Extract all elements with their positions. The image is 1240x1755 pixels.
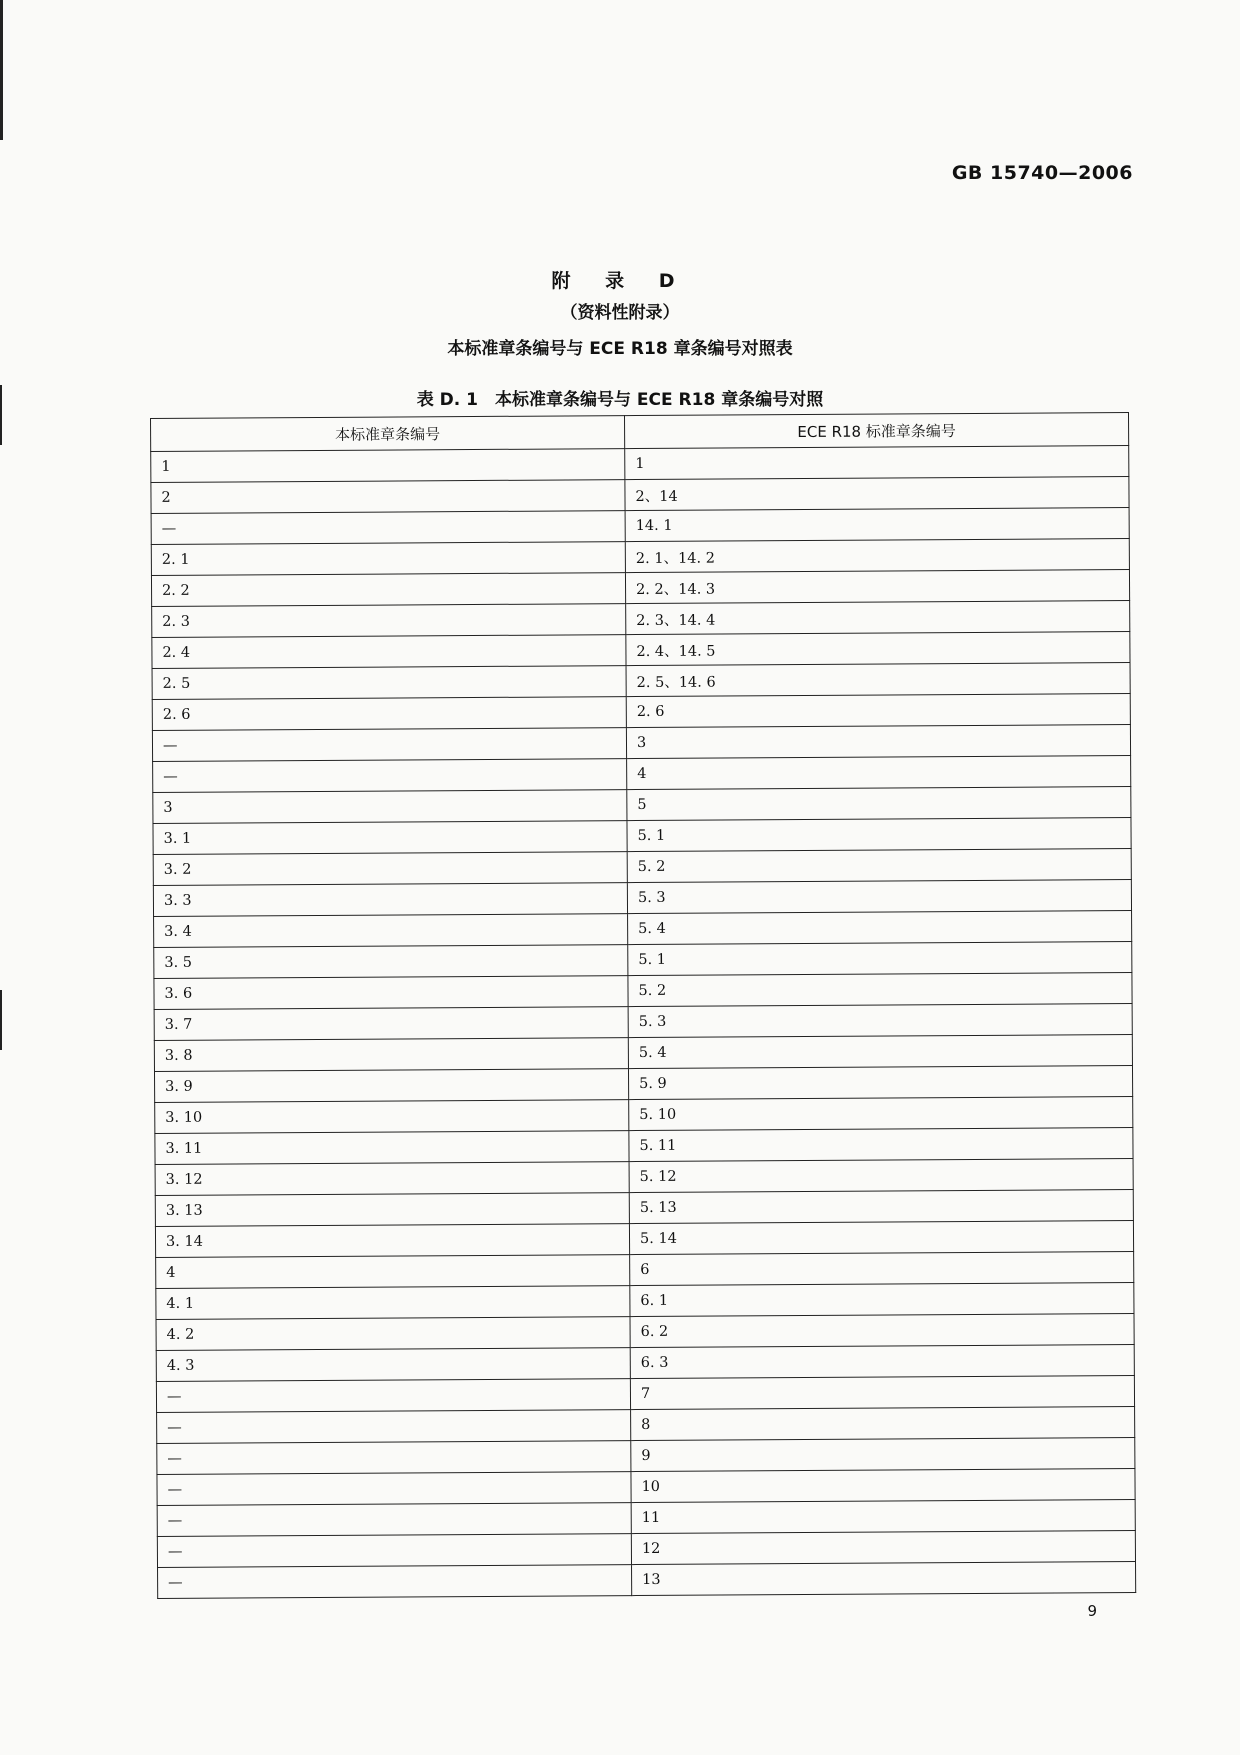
ece-clause-cell: 6. 1	[630, 1283, 1134, 1317]
standard-clause-cell: 4. 1	[156, 1286, 630, 1320]
scan-edge-mark	[0, 990, 2, 1050]
ece-clause-cell: 2. 5、14. 6	[626, 663, 1130, 697]
standard-clause-cell: 3. 13	[155, 1193, 629, 1227]
standard-clause-cell: 2. 5	[152, 666, 626, 700]
ece-clause-cell: 7	[630, 1376, 1134, 1410]
standard-clause-cell: 3	[153, 790, 627, 824]
standard-clause-cell: 3. 10	[155, 1100, 629, 1134]
standard-clause-cell: 3. 9	[154, 1069, 628, 1103]
standard-clause-cell: —	[157, 1441, 631, 1475]
standard-clause-cell: 3. 4	[154, 914, 628, 948]
standard-clause-cell: 4. 2	[156, 1317, 630, 1351]
standard-clause-cell: 3. 11	[155, 1131, 629, 1165]
ece-clause-cell: 2、14	[625, 477, 1129, 511]
standard-clause-cell: 3. 14	[155, 1224, 629, 1258]
table-caption: 表 D. 1 本标准章条编号与 ECE R18 章条编号对照	[416, 390, 824, 410]
ece-clause-cell: 5. 1	[628, 942, 1132, 976]
standard-clause-cell: 3. 1	[153, 821, 627, 855]
standard-clause-cell: 2. 2	[151, 573, 625, 607]
standard-clause-cell: —	[153, 759, 627, 793]
ece-clause-cell: 5. 14	[629, 1221, 1133, 1255]
table-body	[151, 446, 1136, 1599]
ece-clause-cell: 5. 3	[628, 1004, 1132, 1038]
ece-clause-cell: 3	[626, 725, 1130, 759]
annex-heading: 本标准章条编号与 ECE R18 章条编号对照表	[447, 339, 793, 359]
standard-clause-cell: —	[157, 1410, 631, 1444]
ece-clause-cell: 5. 1	[627, 818, 1131, 852]
ece-clause-cell: 1	[625, 446, 1129, 480]
ece-clause-cell: 9	[631, 1438, 1135, 1472]
standard-clause-cell: 2. 4	[152, 635, 626, 669]
ece-clause-cell: 13	[632, 1562, 1136, 1596]
standard-clause-cell: 3. 8	[154, 1038, 628, 1072]
ece-clause-cell: 6. 2	[630, 1314, 1134, 1348]
ece-clause-cell: 2. 3、14. 4	[626, 601, 1130, 635]
ece-clause-cell: 5. 3	[627, 880, 1131, 914]
ece-clause-cell: 5. 9	[628, 1066, 1132, 1100]
ece-clause-cell: 5. 2	[628, 973, 1132, 1007]
standard-clause-cell: —	[156, 1379, 630, 1413]
standard-clause-cell: 3. 12	[155, 1162, 629, 1196]
ece-clause-cell: 4	[627, 756, 1131, 790]
document-number: GB 15740—2006	[951, 162, 1133, 184]
ece-clause-cell: 6	[630, 1252, 1134, 1286]
standard-clause-cell: —	[152, 728, 626, 762]
standard-clause-cell: 2. 1	[151, 542, 625, 576]
ece-clause-cell: 6. 3	[630, 1345, 1134, 1379]
standard-clause-cell: 3. 3	[153, 883, 627, 917]
column-header-ece: ECE R18 标准章条编号	[624, 413, 1128, 449]
ece-clause-cell: 5. 11	[629, 1128, 1133, 1162]
standard-clause-cell: 3. 6	[154, 976, 628, 1010]
standard-clause-cell: 2. 6	[152, 697, 626, 731]
standard-clause-cell: 4	[156, 1255, 630, 1289]
annex-title: 附 录 D	[551, 270, 689, 292]
ece-clause-cell: 5. 4	[628, 911, 1132, 945]
standard-clause-cell: —	[157, 1534, 631, 1568]
standard-clause-cell: —	[157, 1503, 631, 1537]
page-number: 9	[1087, 1602, 1097, 1620]
ece-clause-cell: 2. 1、14. 2	[625, 539, 1129, 573]
standard-clause-cell: 2. 3	[152, 604, 626, 638]
table-row	[158, 1562, 1136, 1599]
standard-clause-cell: 3. 5	[154, 945, 628, 979]
annex-subtitle: （资料性附录）	[560, 303, 680, 323]
standard-clause-cell: 3. 7	[154, 1007, 628, 1041]
ece-clause-cell: 2. 4、14. 5	[626, 632, 1130, 666]
ece-clause-cell: 5. 2	[627, 849, 1131, 883]
standard-clause-cell: —	[157, 1472, 631, 1506]
standard-clause-cell: —	[151, 511, 625, 545]
column-header-standard: 本标准章条编号	[151, 416, 625, 452]
scan-edge-mark	[0, 0, 3, 140]
ece-clause-cell: 5. 13	[629, 1190, 1133, 1224]
standard-clause-cell: 3. 2	[153, 852, 627, 886]
standard-clause-cell: 2	[151, 480, 625, 514]
ece-clause-cell: 5. 12	[629, 1159, 1133, 1193]
standard-clause-cell: 1	[151, 449, 625, 483]
comparison-table	[150, 412, 1136, 1599]
ece-clause-cell: 5	[627, 787, 1131, 821]
ece-clause-cell: 2. 2、14. 3	[625, 570, 1129, 604]
standard-clause-cell: —	[158, 1565, 632, 1599]
comparison-table-container	[150, 412, 1135, 1599]
ece-clause-cell: 8	[631, 1407, 1135, 1441]
ece-clause-cell: 2. 6	[626, 694, 1130, 728]
ece-clause-cell: 11	[631, 1500, 1135, 1534]
ece-clause-cell: 5. 4	[628, 1035, 1132, 1069]
standard-clause-cell: 4. 3	[156, 1348, 630, 1382]
ece-clause-cell: 5. 10	[629, 1097, 1133, 1131]
ece-clause-cell: 14. 1	[625, 508, 1129, 542]
ece-clause-cell: 12	[631, 1531, 1135, 1565]
ece-clause-cell: 10	[631, 1469, 1135, 1503]
